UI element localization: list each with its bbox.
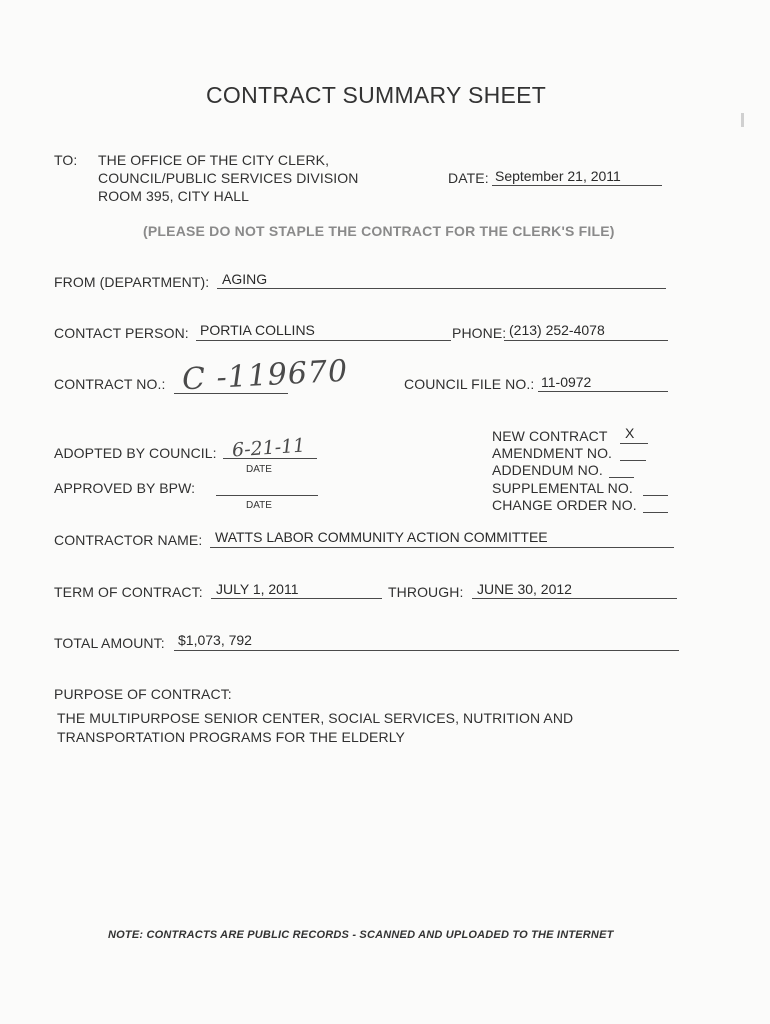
department-value[interactable]: AGING	[222, 271, 268, 287]
term-end-value[interactable]: JUNE 30, 2012	[477, 581, 572, 597]
total-label: TOTAL AMOUNT:	[54, 635, 165, 651]
department-underline	[217, 288, 666, 289]
total-underline	[174, 650, 679, 651]
purpose-label: PURPOSE OF CONTRACT:	[54, 686, 232, 702]
new-contract-label: NEW CONTRACT	[492, 428, 608, 444]
date-label: DATE:	[448, 170, 489, 186]
phone-label: PHONE:	[452, 325, 507, 341]
phone-value[interactable]: (213) 252-4078	[509, 322, 605, 338]
adopted-date-handwritten[interactable]: 6-21-11	[231, 434, 306, 462]
page-title: CONTRACT SUMMARY SHEET	[206, 82, 547, 108]
contact-value[interactable]: PORTIA COLLINS	[200, 322, 315, 338]
new-contract-blank	[620, 443, 648, 444]
phone-underline	[504, 340, 668, 341]
purpose-line-1: THE MULTIPURPOSE SENIOR CENTER, SOCIAL SERVICES, NUTRITION AND	[57, 710, 574, 726]
scan-mark	[741, 113, 744, 127]
department-label: FROM (DEPARTMENT):	[54, 274, 210, 290]
amendment-label: AMENDMENT NO.	[492, 445, 613, 461]
approved-date-caption: DATE	[246, 500, 272, 511]
contractor-value[interactable]: WATTS LABOR COMMUNITY ACTION COMMITTEE	[215, 529, 548, 545]
contract-no-label: CONTRACT NO.:	[54, 376, 166, 392]
date-value[interactable]: September 21, 2011	[495, 168, 621, 184]
to-label: TO:	[54, 152, 78, 168]
change-order-label: CHANGE ORDER NO.	[492, 497, 637, 513]
addendum-label: ADDENDUM NO.	[492, 462, 603, 478]
date-underline	[492, 185, 662, 186]
approved-underline	[216, 495, 318, 496]
contract-no-underline	[174, 393, 288, 394]
amendment-blank	[620, 460, 646, 461]
change-order-blank	[643, 512, 668, 513]
purpose-line-2: TRANSPORTATION PROGRAMS FOR THE ELDERLY	[57, 729, 405, 745]
adopted-date-caption: DATE	[246, 464, 272, 475]
term-end-underline	[472, 598, 677, 599]
supplemental-label: SUPPLEMENTAL NO.	[492, 480, 633, 496]
to-line-1: THE OFFICE OF THE CITY CLERK,	[98, 152, 330, 168]
adopted-label: ADOPTED BY COUNCIL:	[54, 445, 217, 461]
contractor-underline	[210, 547, 674, 548]
contact-label: CONTACT PERSON:	[54, 325, 189, 341]
to-line-2: COUNCIL/PUBLIC SERVICES DIVISION	[98, 170, 359, 186]
supplemental-blank	[643, 495, 668, 496]
footer-note: NOTE: CONTRACTS ARE PUBLIC RECORDS - SCANNED AND UPLOADED TO THE INTERNET	[108, 929, 614, 941]
total-value[interactable]: $1,073, 792	[178, 632, 252, 648]
contact-underline	[196, 340, 451, 341]
council-file-value[interactable]: 11-0972	[541, 374, 592, 390]
council-file-label: COUNCIL FILE NO.:	[404, 376, 535, 392]
term-start-value[interactable]: JULY 1, 2011	[216, 581, 299, 597]
council-file-underline	[538, 391, 668, 392]
approved-label: APPROVED BY BPW:	[54, 480, 196, 496]
staple-notice: (PLEASE DO NOT STAPLE THE CONTRACT FOR THE CLERK'S FILE)	[143, 223, 615, 239]
through-label: THROUGH:	[388, 584, 464, 600]
new-contract-mark[interactable]: X	[625, 425, 635, 441]
adopted-underline	[223, 458, 317, 459]
contractor-label: CONTRACTOR NAME:	[54, 532, 203, 548]
term-start-underline	[211, 598, 382, 599]
contract-no-handwritten[interactable]: C -119670	[181, 353, 349, 398]
term-label: TERM OF CONTRACT:	[54, 584, 203, 600]
to-line-3: ROOM 395, CITY HALL	[98, 188, 250, 204]
addendum-blank	[609, 477, 634, 478]
